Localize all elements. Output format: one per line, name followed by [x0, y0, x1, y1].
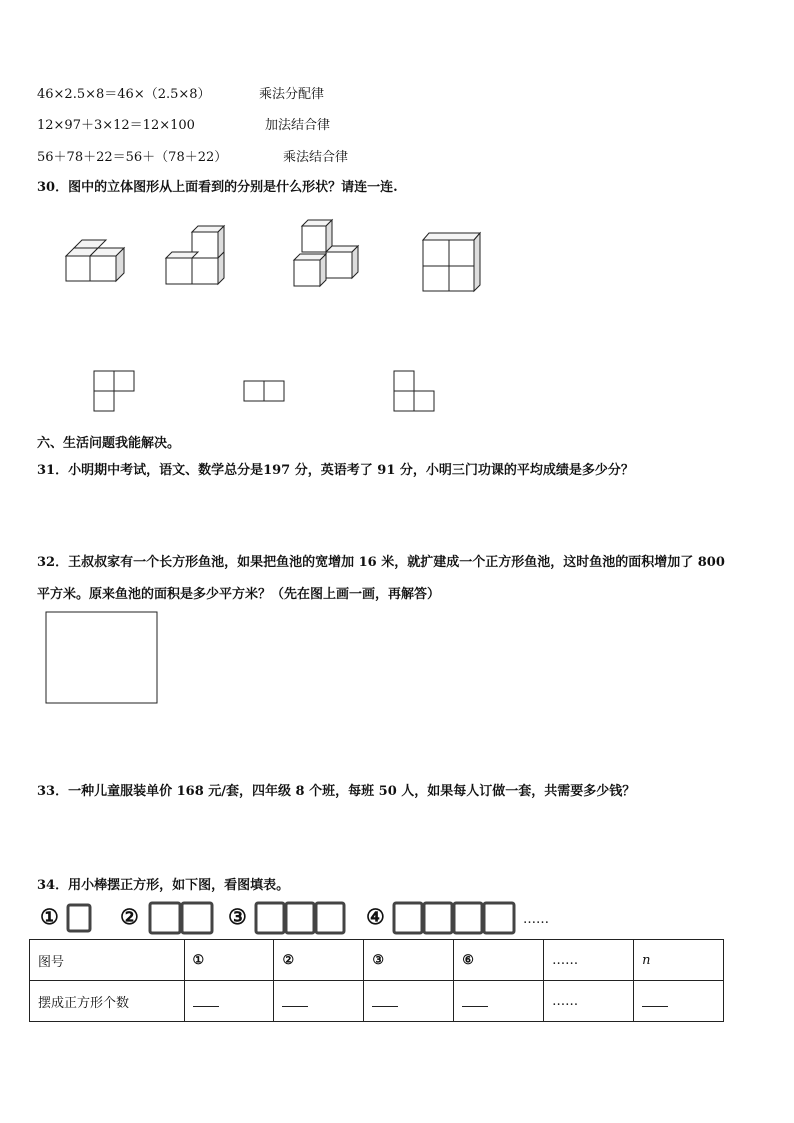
table-cell: 图号 [30, 940, 185, 981]
fill-table [29, 939, 724, 1022]
answer-blank[interactable] [634, 981, 724, 1022]
stick-figure-1 [68, 905, 90, 931]
pond-rectangle [46, 612, 157, 703]
answer-blank[interactable] [364, 981, 454, 1022]
question-31: 31．小明期中考试，语文、数学总分是197 分，英语考了 91 分，小明三门功课的平均成绩是多少分？ [37, 463, 634, 478]
question-34: 34．用小棒摆正方形，如下图，看图填表。 [37, 878, 290, 893]
stick-figure-2 [150, 903, 212, 933]
table-cell: ② [274, 940, 364, 981]
solid-figure-2 [166, 226, 224, 284]
table-cell: ⑥ [454, 940, 544, 981]
question-32-line2: 平方米。原来鱼池的面积是多少平方米？（先在图上画一画，再解答） [37, 587, 441, 602]
answer-blank[interactable] [184, 981, 274, 1022]
stick-label-1: ① [40, 904, 59, 929]
table-cell: ③ [364, 940, 454, 981]
table-cell: …… [544, 981, 634, 1022]
table-cell: 摆成正方形个数 [30, 981, 185, 1022]
stick-label-4: ④ [366, 904, 385, 929]
top-view-2 [244, 381, 284, 401]
stick-figure-4 [394, 903, 514, 933]
stick-label-3: ③ [228, 904, 247, 929]
solid-figure-4 [423, 233, 480, 291]
law-name-3: 乘法结合律 [283, 150, 349, 165]
solid-figure-3 [294, 220, 358, 286]
top-view-3 [394, 371, 434, 411]
stick-figure-3 [256, 903, 344, 933]
table-cell: …… [544, 940, 634, 981]
top-view-1 [94, 371, 134, 411]
table-row [30, 981, 724, 1022]
law-expr-1: 46×2.5×8＝46×（2.5×8） [37, 87, 211, 102]
law-expr-3: 56＋78＋22＝56＋（78＋22） [37, 150, 228, 165]
question-30: 30．图中的立体图形从上面看到的分别是什么形状？请连一连. [37, 180, 398, 195]
section-6-title: 六、生活问题我能解决。 [37, 436, 181, 451]
answer-blank[interactable] [274, 981, 364, 1022]
stick-label-2: ② [120, 904, 139, 929]
law-name-2: 加法结合律 [265, 118, 331, 133]
table-cell: n [634, 940, 724, 981]
answer-blank[interactable] [454, 981, 544, 1022]
table-row [30, 940, 724, 981]
question-33: 33．一种儿童服装单价 168 元/套，四年级 8 个班，每班 50 人，如果每人订做一套，共需要多少钱？ [37, 784, 636, 799]
stick-ellipsis: …… [523, 912, 549, 927]
law-name-1: 乘法分配律 [259, 87, 325, 102]
law-expr-2: 12×97＋3×12＝12×100 [37, 118, 195, 133]
question-32-line1: 32．王叔叔家有一个长方形鱼池，如果把鱼池的宽增加 16 米，就扩建成一个正方形鱼池，这时鱼池的面积增加了 800 [37, 555, 725, 570]
table-cell: ① [184, 940, 274, 981]
solid-figure-1 [66, 240, 124, 281]
